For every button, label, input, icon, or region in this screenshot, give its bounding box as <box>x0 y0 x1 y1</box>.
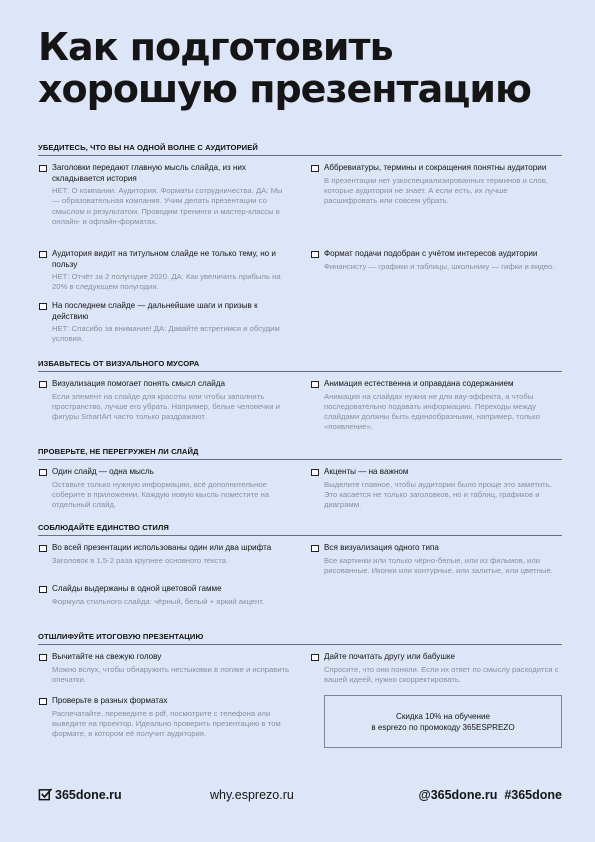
item-description: Спросите, что они поняли. Если их ответ по смыслу расходится с вашей идеей, нужно скорректировать. <box>324 664 559 684</box>
item-label: Слайды выдержаны в одной цветовой гамме <box>52 584 222 593</box>
checklist-item <box>38 584 290 607</box>
item-description: Выделите главное, чтобы аудитории было проще это заметить. Это касается не только заголовков, но и таблиц, графиков и диаграмм. <box>324 479 552 510</box>
checklist-item <box>38 543 290 566</box>
checklist-item <box>38 301 290 345</box>
item-label: Визуализация помогает понять смысл слайда <box>52 379 226 388</box>
checkbox[interactable] <box>39 303 47 311</box>
footer <box>38 787 562 807</box>
item-label: Заголовки передают главную мысль слайда, из них складывается история <box>52 163 246 183</box>
item-label: Проверьте в разных форматах <box>52 696 168 705</box>
item-label: Вся визуализация одного типа <box>324 543 439 552</box>
promo-line-2: в esprezo по промокоду 365ESPREZO <box>371 722 515 732</box>
checkbox[interactable] <box>39 469 47 477</box>
item-description: Заголовок в 1,5-2 раза крупнее основного текста. <box>52 555 229 565</box>
checkbox[interactable] <box>311 654 319 662</box>
item-label: Анимация естественна и оправдана содержанием <box>324 379 514 388</box>
item-description: Финансисту — графики и таблицы, школьнику — гифки и видео. <box>324 261 555 271</box>
section-visual-clutter <box>38 359 562 432</box>
item-description: Все картинки или только чёрно-белые, или из фильмов, или рисованные. Иконки или контурные, или залитые, или цветные. <box>324 555 553 575</box>
promo-box <box>324 695 562 748</box>
checkbox[interactable] <box>311 381 319 389</box>
checklist-item <box>38 467 290 510</box>
checkbox[interactable] <box>39 545 47 553</box>
section-heading: УБЕДИТЕСЬ, ЧТО ВЫ НА ОДНОЙ ВОЛНЕ С АУДИТОРИЕЙ <box>38 143 562 156</box>
section-heading: СОБЛЮДАЙТЕ ЕДИНСТВО СТИЛЯ <box>38 523 562 536</box>
checkbox[interactable] <box>311 545 319 553</box>
item-description: НЕТ: Спасибо за внимание! ДА: Давайте встретимся и обсудим условия. <box>52 324 280 344</box>
checkbox[interactable] <box>39 698 47 706</box>
section-heading: ОТШЛИФУЙТЕ ИТОГОВУЮ ПРЕЗЕНТАЦИЮ <box>38 632 562 645</box>
item-description: Анимация на слайдах нужна не для вау-эффекта, а чтобы последовательно подавать информацию. Переходы между слайдами должны быть единообразными, например, только «появление». <box>324 391 540 432</box>
checklist-item <box>38 652 290 685</box>
section-heading: ПРОВЕРЬТЕ, НЕ ПЕРЕГРУЖЕН ЛИ СЛАЙД <box>38 447 562 460</box>
item-label: Формат подачи подобран с учётом интересов аудитории <box>324 249 538 258</box>
section-style <box>38 523 562 606</box>
item-label: Вычитайте на свежую голову <box>52 652 162 661</box>
checklist-item <box>38 249 290 293</box>
checkbox[interactable] <box>39 251 47 259</box>
promo-line-1: Скидка 10% на обучение <box>396 711 490 721</box>
item-description: Можно вслух, чтобы обнаружить нестыковки в логике и исправить опечатки. <box>52 664 290 684</box>
item-description: Формула стильного слайда: чёрный, белый + яркий акцент. <box>52 596 265 606</box>
checkbox[interactable] <box>39 165 47 173</box>
item-description: НЕТ: О компании. Аудитория. Форматы сотрудничества. ДА: Мы — образовательная компания. Учим делать презентации со смыслом и результатом. Проводим тренинги и мастер-классы в онлайн- и офлайн-форматах. <box>52 186 283 226</box>
item-description: НЕТ: Отчёт за 2 полугодие 2020. ДА: Как увеличить прибыль на 20% в следующем полугодии. <box>52 272 281 292</box>
item-description: Распечатайте, переведите в pdf, посмотрите с телефона или выведите на проектор. Идеально проверить презентацию в том формате, в котором её получит аудитория. <box>52 708 281 739</box>
checklist-item <box>310 249 562 272</box>
item-label: Аббревиатуры, термины и сокращения понятны аудитории <box>324 163 547 172</box>
item-label: Дайте почитать другу или бабушке <box>324 652 455 661</box>
checklist-item <box>310 652 562 685</box>
footer-brand-text: 365done.ru <box>55 787 122 802</box>
section-overload <box>38 447 562 510</box>
item-label: Аудитория видит на титульном слайде не только тему, но и пользу <box>52 249 276 269</box>
item-description: Если элемент на слайде для красоты или чтобы заполнить пространство, лучше его убрать. Например, белые человечки и фигуры SmartArt часто только раздражают. <box>52 391 280 422</box>
checkbox[interactable] <box>39 654 47 662</box>
checkbox-check-icon <box>38 787 53 802</box>
checkbox[interactable] <box>311 165 319 173</box>
item-label: Один слайд — одна мысль <box>52 467 154 476</box>
item-description: Оставьте только нужную информацию, всё дополнительное соберите в приложении. Каждую новую мысль поместите на отдельный слайд. <box>52 479 270 510</box>
item-description: В презентации нет узкоспециализированных терминов и слов, которые аудитория не знает. А если есть, их лучше расшифровать или совсем убрать. <box>324 175 548 206</box>
checkbox[interactable] <box>311 469 319 477</box>
page-title-line-1: Как подготовить <box>38 25 393 69</box>
page-title-line-2: хорошую презентацию <box>38 67 531 111</box>
item-label: На последнем слайде — дальнейшие шаги и призыв к действию <box>52 301 258 321</box>
checklist-item <box>310 163 562 206</box>
section-heading: ИЗБАВЬТЕСЬ ОТ ВИЗУАЛЬНОГО МУСОРА <box>38 359 562 372</box>
footer-site-link[interactable]: why.esprezo.ru <box>210 788 294 802</box>
page-title <box>38 26 578 110</box>
checklist-item <box>310 543 562 576</box>
checklist-item <box>38 696 290 739</box>
checkbox[interactable] <box>311 251 319 259</box>
checklist-item <box>310 467 562 510</box>
checklist-item <box>38 379 290 422</box>
footer-social[interactable]: @365done.ru #365done <box>418 788 562 802</box>
checklist-item <box>38 163 290 227</box>
item-label: Акценты — на важном <box>324 467 409 476</box>
section-audience <box>38 143 562 344</box>
checklist-item <box>310 379 562 433</box>
footer-brand[interactable] <box>38 787 122 802</box>
checkbox[interactable] <box>39 381 47 389</box>
item-label: Во всей презентации использованы один или два шрифта <box>52 543 272 552</box>
checkbox[interactable] <box>39 586 47 594</box>
